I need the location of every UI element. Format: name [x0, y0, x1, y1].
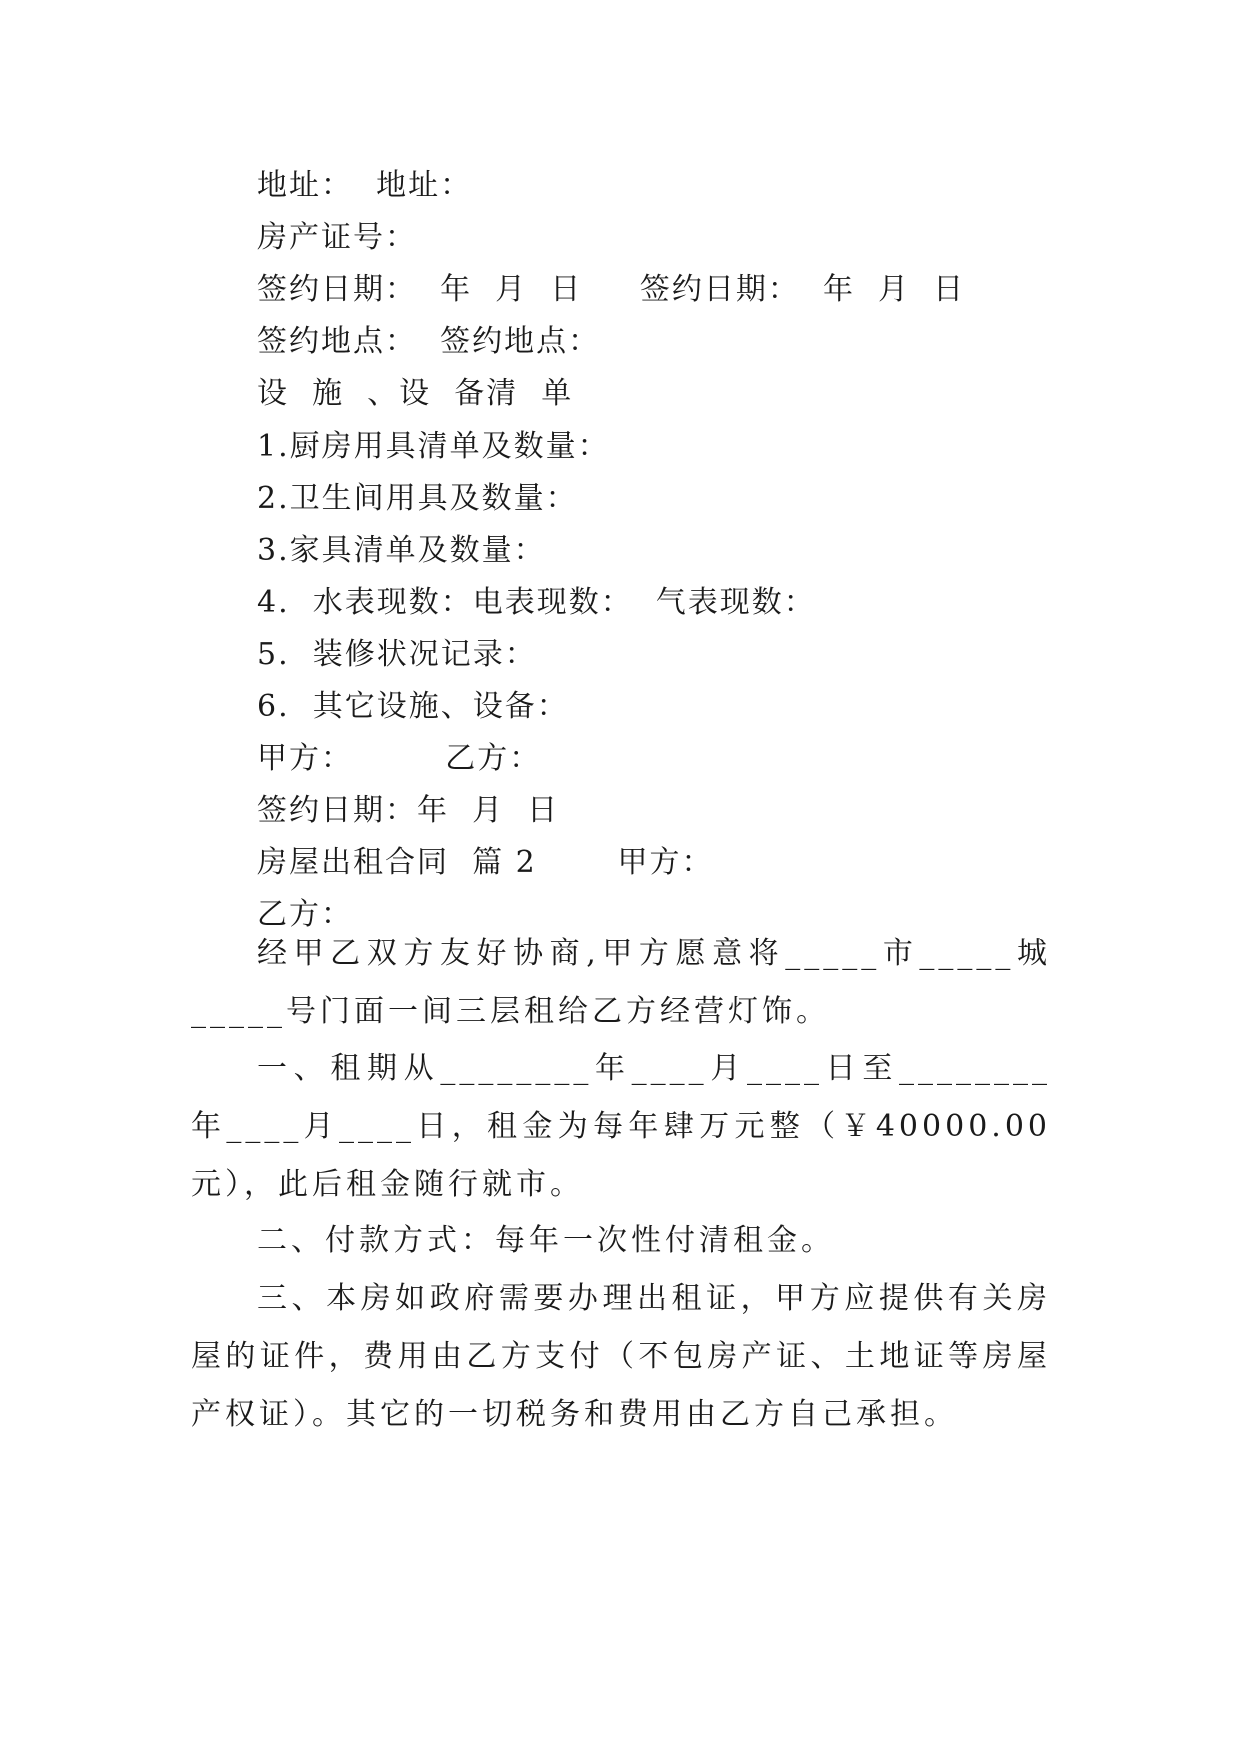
- paragraph-payment: 二、付款方式：每年一次性付清租金。: [257, 1223, 835, 1258]
- paragraph-lease-term: 一、租期从________年____月____日至________年____月____日，租金为每年肆万元整（￥40000.00元），此后租金随行就市。: [191, 1051, 1051, 1202]
- contract-title-line: 房屋出租合同 篇 2 甲方：: [257, 845, 714, 880]
- other-facilities-line: 6. 其它设施、设备：: [257, 689, 569, 724]
- decoration-status-line: 5. 装修状况记录：: [257, 637, 537, 672]
- party-b-line: 乙方：: [257, 897, 353, 932]
- address-line: 地址： 地址：: [257, 168, 473, 203]
- signing-date-line: 签约日期： 年 月 日 签约日期： 年 月 日: [257, 272, 966, 307]
- facilities-heading: 设 施 、设 备清 单: [257, 376, 574, 411]
- meter-readings-line: 4. 水表现数：电表现数： 气表现数：: [257, 585, 816, 620]
- parties-signature-line: 甲方： 乙方：: [257, 741, 542, 776]
- paragraph-intro: 经甲乙双方友好协商,甲方愿意将_____市_____城_____号门面一间三层租给乙方经营灯饰。: [191, 936, 1051, 1029]
- paragraph-certificates: 三、本房如政府需要办理出租证，甲方应提供有关房屋的证件，费用由乙方支付（不包房产证、土地证等房屋产权证）。其它的一切税务和费用由乙方自己承担。: [191, 1281, 1051, 1432]
- furniture-items-line: 3.家具清单及数量：: [257, 533, 546, 568]
- bathroom-items-line: 2.卫生间用具及数量：: [257, 481, 578, 516]
- signature-date-line: 签约日期：年 月 日: [257, 793, 560, 828]
- property-certificate-line: 房产证号：: [257, 220, 417, 255]
- kitchen-items-line: 1.厨房用具清单及数量：: [257, 429, 610, 464]
- signing-place-line: 签约地点： 签约地点：: [257, 324, 601, 359]
